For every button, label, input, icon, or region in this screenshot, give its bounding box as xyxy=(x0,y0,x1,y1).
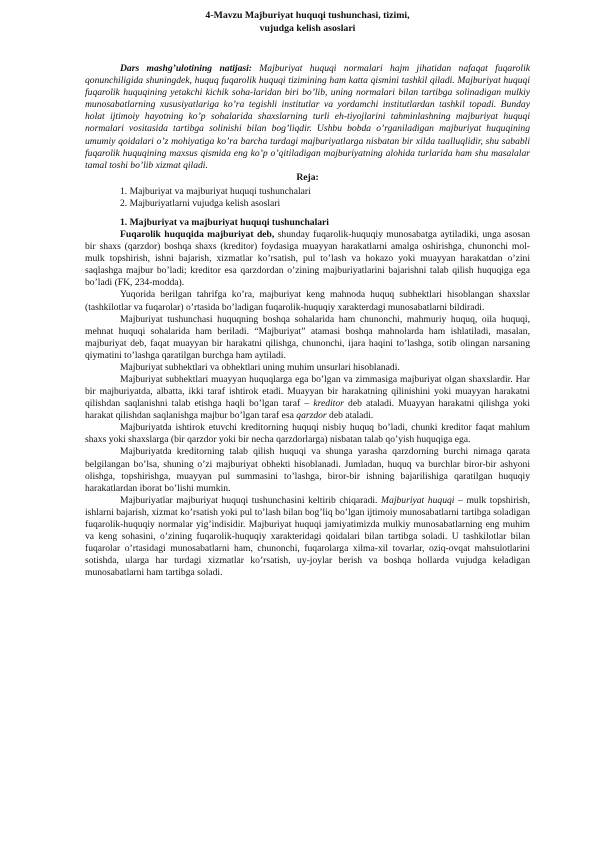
title-line-1: 4-Mavzu Majburiyat huquqi tushunchasi, tizimi, xyxy=(205,10,410,21)
paragraph-7: Majburiyatda kreditorning talab qilish huquqi va shunga yarasha qarzdorning burchi nimaga qarata belgilangan bo’lsa, shuning o’zi majburiyat obhekti hisoblanadi. Jumladan, huquq va burchlar biror-bir ashyoni olishga, topshirishga, muayyan pul summasini to’lashga, biror-bir ishning bajarilishiga qaratilgan huquqiy harakatlardan iborat bo’lishi mumkin. xyxy=(85,446,530,494)
spacer xyxy=(85,35,530,63)
paragraph-8 xyxy=(85,495,530,580)
paragraph-2: Yuqorida berilgan tahrifga ko’ra, majburiyat keng mahnoda huquq subhektlari hisoblangan shaxslar (tashkilotlar va fuqarolar) o’rtasida bo’ladigan fuqarolik-huquqiy xarakterdagi munosabatlarni bildiradi. xyxy=(85,289,530,313)
paragraph-6: Majburiyatda ishtirok etuvchi kreditorning huquqi nisbiy huquq bo’ladi, chunki kreditor faqat mahlum shaxs yoki shaxslarga (bir qarzdor yoki bir necha qarzdorlarga) nisbatan talab qo’yish huquqiga ega. xyxy=(85,422,530,446)
p5-part-b: deb ataladi. Muayyan harakatni qilishga yoki harakat qilishdan saqlanishga majbur bo’lgan taraf esa xyxy=(85,398,531,422)
definition-text: shunday fuqarolik-huquqiy munosabatga aytiladiki, unga asosan bir shaxs (qarzdor) boshqa shaxs (kreditor) foydasiga muayyan harakatlarni amalga oshirishga, chunonchi mol-mulk topshirish, ishni bajarish, xizmatlar ko’rsatish, pul to’lash va hokazo yoki muayyan harakatdan o’zini saqlashga majbur bo’ladi; kreditor esa qarzdordan o’zining majburiyatlarini bajarishni talab qilish huquqiga ega bo’ladi (FK, 234-modda). xyxy=(85,229,530,289)
plan-heading: Reja: xyxy=(296,171,319,183)
section-1-title: 1. Majburiyat va majburiyat huquqi tushunchalari xyxy=(120,217,329,228)
plan-item-2: 2. Majburiyatlarni vujudga kelish asoslari xyxy=(120,197,281,209)
title-line-2: vujudga kelish asoslari xyxy=(259,22,356,34)
p5-part-a: Majburiyat subhektlari muayyan huquqlarga ega bo’lgan va zimmasiga majburiyat olgan shaxslardir. Har bir majburiyatda, albatta, ikki taraf ishtirok etadi. Muayyan bir harakatning qilinishini yoki muayyan harakatni qilishdan saqlanishni talab etishga haqli bo’lgan taraf – xyxy=(85,374,530,410)
p8-part-a: Majburiyatlar majburiyat huquqi tushunchasini keltirib chiqaradi. xyxy=(120,494,378,506)
definition-lead: Fuqarolik huquqida majburiyat deb, xyxy=(120,229,275,241)
intro-text: Majburiyat huquqi normalari hajm jihatidan nafaqat fuqarolik qonunchiligida shuningdek, huquq fuqarolik huquqi tizimining ham katta qismini tashkil qiladi. Majburiyat huquqi fuqarolik huquqining yetakchi kichik soha-laridan biri bo’lib, uning normalari bilan tartibga solinadigan mulkiy munosabatlarning xususiyatlariga ko’ra tegishli institutlar va yordamchi institutlardan tashkil topadi. Bunday holat ijtimoiy hayotning ko’p sohalarida shaxslarning turli eh-tiyojlarini tahminlashning majburiyat huquqi normalari vositasida tartibga solinishi bilan bog’liqdir. Ushbu bobda o’rganiladigan majburiyat huquqining umumiy qoidalari o’z mohiyatiga ko’ra barcha turdagi majburiyatlarga nisbatan bir xilda taalluqlidir, shu sababli fuqarolik huquqining maxsus qismida eng ko’p o’qitiladigan majburiyatning alohida turlarida ham shu masalalar tamal toshi bo’lib xizmat qiladi. xyxy=(85,63,530,171)
term-majburiyat-huquqi: Majburiyat huquqi xyxy=(377,494,455,506)
plan-item-1: 1. Majburiyat va majburiyat huquqi tushunchalari xyxy=(120,185,311,197)
paragraph-definition xyxy=(85,229,530,289)
plan-list xyxy=(85,186,530,210)
document-page xyxy=(85,10,530,579)
p5-part-c: deb ataladi. xyxy=(326,410,374,422)
paragraph-5 xyxy=(85,374,530,422)
p8-part-b: – mulk topshirish, ishlarni bajarish, xizmat ko’rsatish yoki pul to’lash bilan bog’liq bo’lgan ijtimoiy munosabatlarni tartibga soladigan fuqarolik-huquqiy normalar yig’indisidir. Majburiyat huquqi jamiyatimizda mulkiy munosabatlarning eng muhim va keng sohasini, o’zining fuqarolik-huquqiy xarakteridagi qoidalari bilan tartibga soladi. U tashkilotlar bilan fuqarolar o’rtasidagi munosabatlarni ham, chunonchi, fuqarolarga xilma-xil tovarlar, oziq-ovqat mahsulotlarini sotishda, ularga har turdagi xizmatlar ko’rsatish, uy-joylar berish va boshqa hollarda vujudga keladigan munosabatlarni ham tartibga soladi. xyxy=(85,494,530,579)
intro-lead: Dars mashg’ulotining natijasi: xyxy=(120,63,252,75)
paragraph-3: Majburiyat tushunchasi huquqning boshqa sohalarida ham chunonchi, mahmuriy huquq, oila huquqi, mehnat huquqi sohalarida ham beriladi. “Majburiyat” atamasi boshqa mahnolarda ham ishlatiladi, masalan, majburiyat deb, faqat muayyan bir harakatni qilishga, chunonchi, ijara haqini to’lashga, sotib olingan narsaning qiymatini to’lashga qaratilgan burchga ham aytiladi. xyxy=(85,313,530,361)
term-kreditor: kreditor xyxy=(313,398,344,410)
intro-paragraph xyxy=(85,63,530,172)
term-qarzdor: qarzdor xyxy=(296,410,327,422)
paragraph-4: Majburiyat subhektlari va obhektlari uning muhim unsurlari hisoblanadi. xyxy=(120,361,400,373)
document-title xyxy=(85,10,530,35)
